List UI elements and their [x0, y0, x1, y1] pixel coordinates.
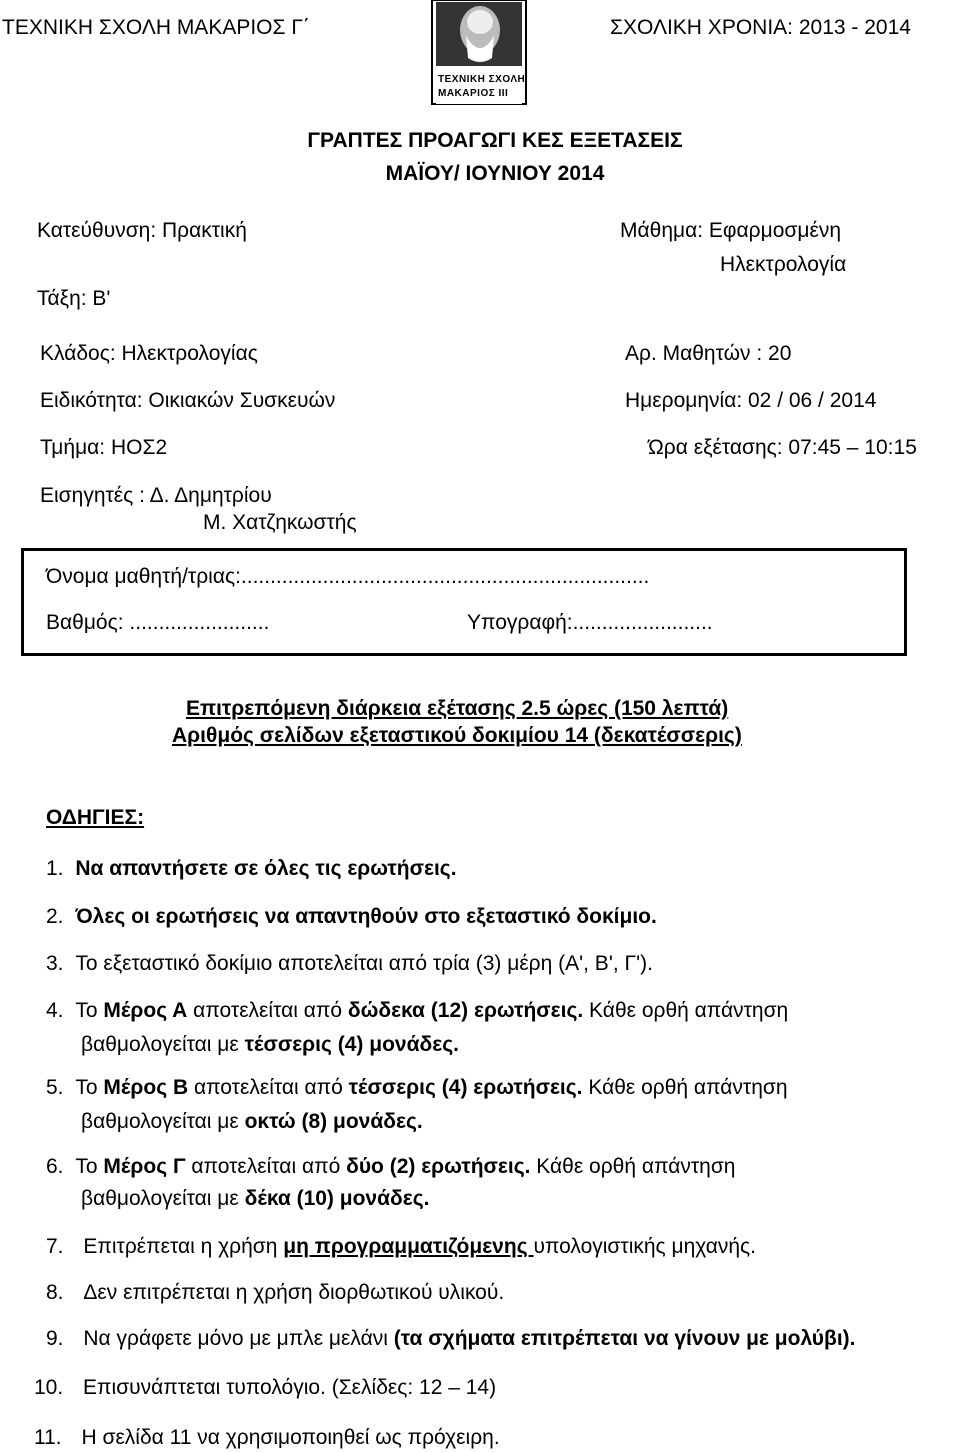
item-text-bold: δύο (2) ερωτήσεις.	[346, 1155, 531, 1178]
logo-text-line1: ΤΕΧΝΙΚΗ ΣΧΟΛΗ	[438, 74, 526, 85]
item-text-bold-underline: μη προγραμματιζόμενης	[283, 1235, 534, 1258]
item-text: Επισυνάπτεται τυπολόγιο. (Σελίδες: 12 – 14)	[83, 1376, 497, 1399]
subject-line2: Ηλεκτρολογία	[720, 253, 847, 276]
item-number: 5.	[46, 1076, 64, 1099]
direction: Κατεύθυνση: Πρακτική	[37, 219, 247, 242]
exam-title: ΓΡΑΠΤΕΣ ΠΡΟΑΓΩΓΙ ΚΕΣ ΕΞΕΤΑΣΕΙΣ	[307, 129, 683, 152]
list-item-continuation	[81, 1110, 423, 1134]
item-text: Το	[75, 1076, 104, 1099]
item-text: βαθμολογείται με	[81, 1110, 245, 1133]
score-field[interactable]: Βαθμός: ........................	[46, 611, 270, 634]
pages-line: Αριθμός σελίδων εξεταστικού δοκιμίου 14 (δεκατέσσερις)	[172, 724, 742, 747]
school-name: ΤΕΧΝΙΚΗ ΣΧΟΛΗ ΜΑΚΑΡΙΟΣ Γ΄	[2, 16, 310, 39]
list-item	[34, 1376, 496, 1400]
item-text: Δεν επιτρέπεται η χρήση διορθωτικού υλικού.	[83, 1281, 505, 1304]
list-item	[46, 905, 657, 929]
list-item	[46, 1327, 856, 1351]
student-count: Αρ. Μαθητών : 20	[625, 342, 792, 365]
specialty: Ειδικότητα: Οικιακών Συσκευών	[40, 389, 336, 412]
item-number: 7.	[46, 1235, 64, 1258]
subject-line1: Μάθημα: Εφαρμοσμένη	[620, 219, 841, 242]
teachers-line1: Εισηγητές : Δ. Δημητρίου	[40, 484, 272, 507]
item-number: 10.	[34, 1376, 64, 1399]
student-name-field[interactable]: Όνομα μαθητή/τριας:......................................................................	[46, 565, 650, 588]
item-text-bold: τέσσερις (4) ερωτήσεις.	[348, 1076, 583, 1099]
list-item	[46, 952, 653, 976]
item-number: 9.	[46, 1327, 64, 1350]
list-item	[46, 1281, 504, 1305]
student-info-box	[21, 548, 907, 656]
item-text-bold: οκτώ (8) μονάδες.	[244, 1110, 423, 1133]
list-item	[46, 857, 457, 881]
item-text: Κάθε ορθή απάντηση	[530, 1155, 736, 1178]
logo-text-line2: ΜΑΚΑΡΙΟΣ ΙΙΙ	[438, 88, 509, 99]
section: Τμήμα: ΗΟΣ2	[40, 436, 168, 459]
grade: Τάξη: Β'	[37, 287, 111, 310]
school-logo	[430, 0, 528, 106]
item-text-bold: δέκα (10) μονάδες.	[244, 1187, 430, 1210]
item-text: Η σελίδα 11 να χρησιμοποιηθεί ως πρόχειρη.	[81, 1426, 500, 1449]
school-year: ΣΧΟΛΙΚΗ ΧΡΟΝΙΑ: 2013 - 2014	[610, 16, 911, 39]
item-text-bold: Μέρος Β	[103, 1076, 189, 1099]
list-item-continuation	[81, 1033, 459, 1057]
item-text: Κάθε ορθή απάντηση	[583, 999, 789, 1022]
item-number: 8.	[46, 1281, 64, 1304]
item-text: βαθμολογείται με	[81, 1187, 245, 1210]
branch: Κλάδος: Ηλεκτρολογίας	[40, 342, 258, 365]
item-text-bold: Μέρος Α	[103, 999, 188, 1022]
list-item	[46, 1155, 735, 1179]
item-text: αποτελείται από	[187, 999, 348, 1022]
item-text-bold: τέσσερις (4) μονάδες.	[244, 1033, 459, 1056]
item-number: 2.	[46, 905, 64, 928]
item-text: Το εξεταστικό δοκίμιο αποτελείται από τρία (3) μέρη (Α', Β', Γ').	[75, 952, 653, 975]
teachers-line2: Μ. Χατζηκωστής	[203, 511, 357, 534]
list-item	[34, 1426, 500, 1450]
list-item	[46, 1076, 788, 1100]
exam-date: Ημερομηνία: 02 / 06 / 2014	[625, 389, 877, 412]
item-text: Κάθε ορθή απάντηση	[582, 1076, 788, 1099]
item-text-bold: (τα σχήματα επιτρέπεται να γίνουν με μολύβι).	[393, 1327, 856, 1350]
item-number: 3.	[46, 952, 64, 975]
item-number: 6.	[46, 1155, 64, 1178]
exam-time: Ώρα εξέτασης: 07:45 – 10:15	[648, 436, 917, 459]
list-item-continuation	[81, 1187, 429, 1211]
item-text: Το	[75, 999, 104, 1022]
item-text: Να γράφετε μόνο με μπλε μελάνι	[83, 1327, 394, 1350]
duration-line: Επιτρεπόμενη διάρκεια εξέτασης 2.5 ώρες (150 λεπτά)	[186, 697, 729, 720]
item-text: Επιτρέπεται η χρήση	[83, 1235, 284, 1258]
item-text: αποτελείται από	[188, 1076, 349, 1099]
item-text: Το	[75, 1155, 104, 1178]
item-text: υπολογιστικής μηχανής.	[533, 1235, 757, 1258]
exam-period: ΜΑΪΟΥ/ ΙΟΥΝΙΟΥ 2014	[385, 162, 605, 185]
item-text: Όλες οι ερωτήσεις να απαντηθούν στο εξεταστικό δοκίμιο.	[75, 905, 657, 928]
item-number: 4.	[46, 999, 64, 1022]
item-text-bold: δώδεκα (12) ερωτήσεις.	[347, 999, 584, 1022]
item-text: αποτελείται από	[185, 1155, 347, 1178]
list-item	[46, 1235, 756, 1259]
item-number: 1.	[46, 857, 64, 880]
item-number: 11.	[34, 1426, 62, 1449]
item-text: Να απαντήσετε σε όλες τις ερωτήσεις.	[75, 857, 457, 880]
signature-field[interactable]: Υπογραφή:........................	[467, 611, 713, 634]
item-text: βαθμολογείται με	[81, 1033, 245, 1056]
instructions-heading: ΟΔΗΓΙΕΣ:	[46, 806, 145, 829]
list-item	[46, 999, 788, 1023]
item-text-bold: Μέρος Γ	[103, 1155, 186, 1178]
